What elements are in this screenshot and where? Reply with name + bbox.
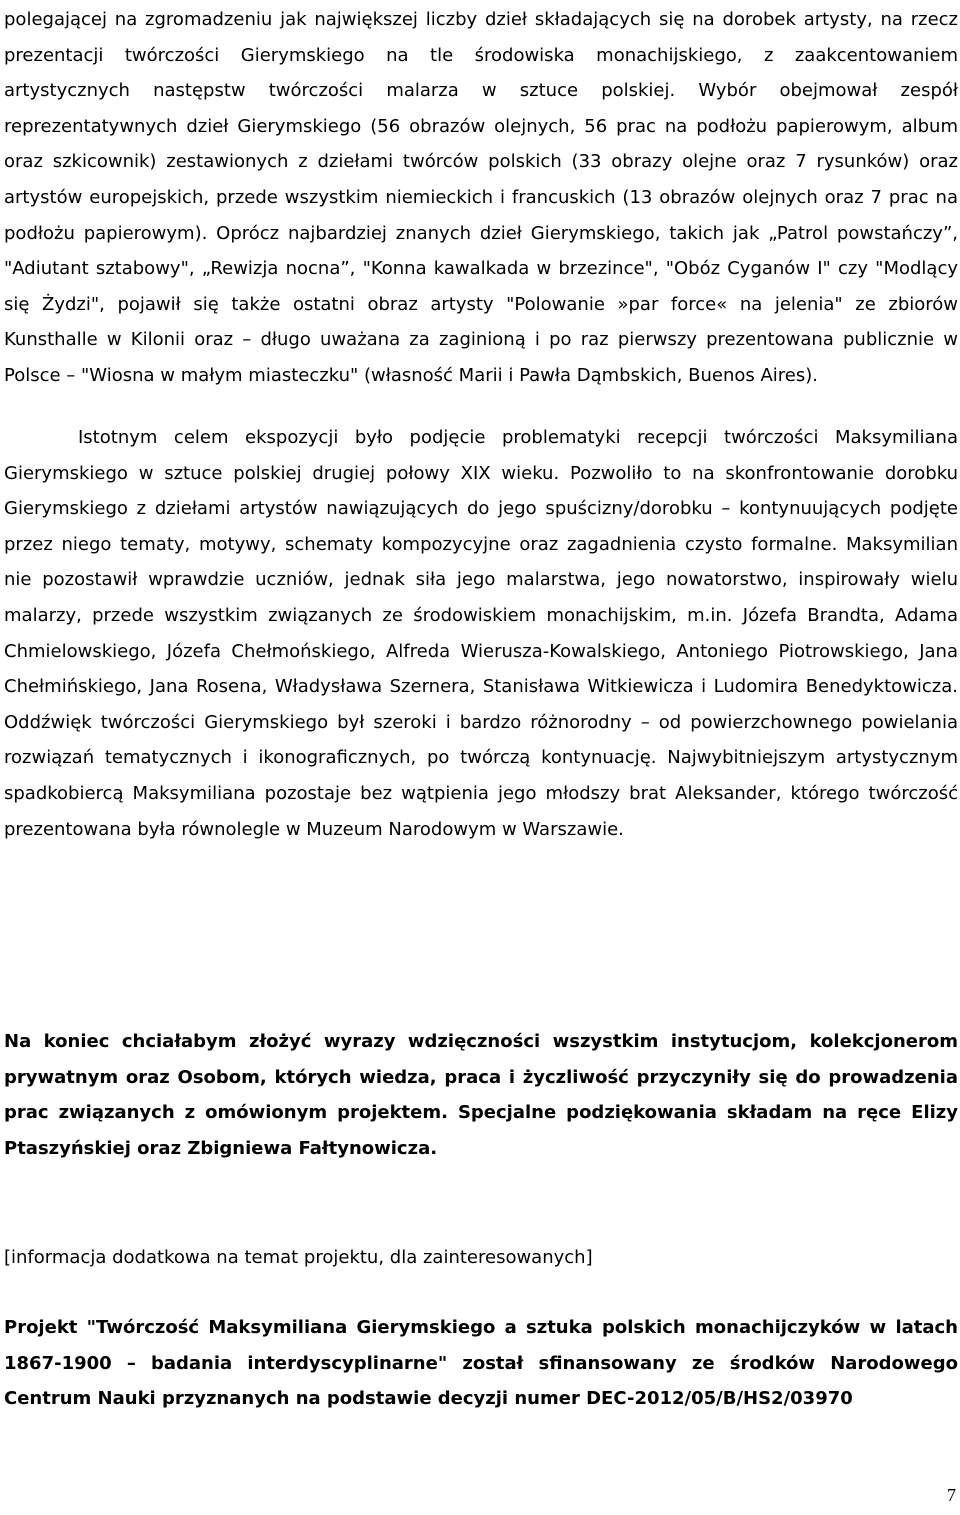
paragraph-funding: Projekt "Twórczość Maksymiliana Gierymskiego a sztuka polskich monachijczyków w latach 1867-1900 – badania interdyscyplinarne" został sfinansowany ze środków Narodowego Centrum Nauki przyznanych na podstawie decyzji numer DEC-2012/05/B/HS2/03970 — [4, 1317, 958, 1410]
paragraph-exhibition-goal: Istotnym celem ekspozycji było podjęcie problematyki recepcji twórczości Maksymiliana Gierymskiego w sztuce polskiej drugiej połowy XIX wieku. Pozwoliło to na skonfrontowanie dorobku Gierymskiego z dziełami artystów nawiązujących do jego spuścizny/dorobku – kontynuujących podjęte przez niego tematy, motywy, schematy kompozycyjne oraz zagadnienia czysto formalne. Maksymilian nie pozostawił wprawdzie uczniów, jednak siła jego malarstwa, jego nowatorstwo, inspirowały wielu malarzy, przede wszystkim związanych ze środowiskiem monachijskim, m.in. Józefa Brandta, Adama Chmielowskiego, Józefa Chełmońskiego, Alfreda Wierusza-Kowalskiego, Antoniego Piotrowskiego, Jana Chełmińskiego, Jana Rosena, Władysława Szernera, Stanisława Witkiewicza i Ludomira Benedyktowicza. Oddźwięk twórczości Gierymskiego był szeroki i bardzo różnorodny – od powierzchownego powielania rozwiązań tematycznych i ikonograficznych, po twórczą kontynuację. Najwybitniejszym artystycznym spadkobiercą Maksymiliana pozostaje bez wątpienia jego młodszy brat Aleksander, którego twórczość prezentowana była równolegle w Muzeum Narodowym w Warszawie. — [4, 427, 958, 840]
paragraph-acknowledgements: Na koniec chciałabym złożyć wyrazy wdzięczności wszystkim instytucjom, kolekcjonerom prywatnym oraz Osobom, których wiedza, praca i życzliwość przyczyniły się do prowadzenia prac związanych z omówionym projektem. Specjalne podziękowania składam na ręce Elizy Ptaszyńskiej oraz Zbigniewa Fałtynowicza. — [4, 1031, 958, 1159]
page-number: 7 — [947, 1485, 956, 1505]
paragraph-intro: polegającej na zgromadzeniu jak największej liczby dzieł składających się na dorobek artysty, na rzecz prezentacji twórczości Gierymskiego na tle środowiska monachijskiego, z zaakcentowaniem artystycznych następstw twórczości malarza w sztuce polskiej. Wybór obejmował zespół reprezentatywnych dzieł Gierymskiego (56 obrazów olejnych, 56 prac na podłożu papierowym, album oraz szkicownik) zestawionych z dziełami twórców polskich (33 obrazy olejne oraz 7 rysunków) oraz artystów europejskich, przede wszystkim niemieckich i francuskich (13 obrazów olejnych oraz 7 prac na podłożu papierowym). Oprócz najbardziej znanych dzieł Gierymskiego, takich jak „Patrol powstańczy”, "Adiutant sztabowy", „Rewizja nocna”, "Konna kawalkada w brzezince", "Obóz Cyganów I" czy "Modlący się Żydzi", pojawił się także ostatni obraz artysty "Polowanie »par force« na jelenia" ze zbiorów Kunsthalle w Kilonii oraz – długo uważana za zaginioną i po raz pierwszy prezentowana publicznie w Polsce – "Wiosna w małym miasteczku" (własność Marii i Pawła Dąmbskich, Buenos Aires). — [4, 9, 958, 386]
paragraph-info-note: [informacja dodatkowa na temat projektu, dla zainteresowanych] — [4, 1247, 593, 1268]
